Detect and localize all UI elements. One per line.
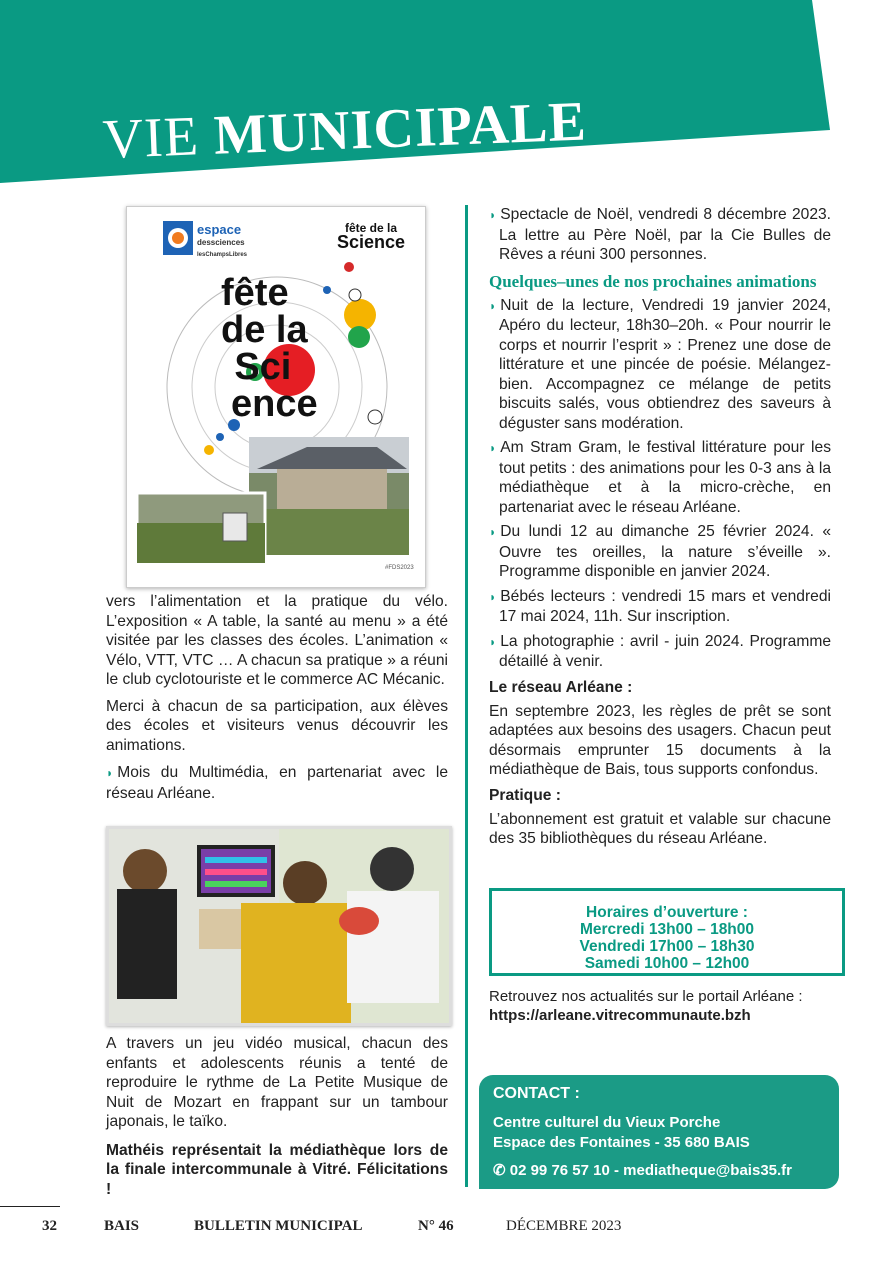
left-p5: Mathéis représentait la médiathèque lors de la finale intercommunale à Vitré. Félicitations ! (106, 1141, 448, 1198)
contact-title: CONTACT : (493, 1085, 580, 1102)
portal-text: Retrouvez nos actualités sur le portail Arléane : (489, 988, 803, 1005)
left-p3-text: Mois du Multimédia, en partenariat avec le réseau Arléane. (106, 764, 448, 802)
photo-artwork (109, 829, 449, 1023)
fete-de-la-science-poster (126, 206, 426, 588)
animation-item (489, 632, 831, 672)
animation-item-text: Am Stram Gram, le festival littérature pour les tout petits : des animations pour les 0-3 ans à la médiathèque et à la micro-crèche, en partenariat avec le réseau Arléane. (499, 439, 831, 516)
animation-item (489, 438, 831, 517)
animations-heading: Quelques–unes de nos prochaines animations (489, 271, 817, 291)
brand-sub: lesChampsLibres (197, 252, 248, 258)
pratique-heading: Pratique : (489, 786, 561, 804)
arrow-icon: ◗ (489, 298, 497, 313)
portal-link[interactable]: https://arleane.vitrecommunaute.bzh (489, 1007, 751, 1024)
contact-line1: Centre culturel du Vieux Porche (493, 1114, 721, 1131)
animation-item-text: La photographie : avril - juin 2024. Programme détaillé à venir. (499, 632, 831, 670)
contact-phone-email[interactable]: ✆ 02 99 76 57 10 - mediatheque@bais35.fr (493, 1162, 793, 1179)
column-divider (465, 205, 468, 1187)
headline-line1: fête (221, 272, 289, 314)
left-p4: A travers un jeu vidéo musical, chacun des enfants et adolescents réunis a tenté de reproduire le rythme de La Petite Musique de Nuit de Mozart en frappant sur un tambour japonais, le taïko. (106, 1035, 448, 1130)
poster-code: #FDS2023 (385, 565, 414, 571)
arrow-icon: ◗ (489, 634, 497, 649)
hours-friday: Vendredi 17h00 – 18h30 (579, 938, 755, 955)
left-column-bottom (106, 1034, 448, 1199)
animation-item-text: Du lundi 12 au dimanche 25 février 2024. « Ouvre tes oreilles, la nature s’éveille ». Programme disponible en janvier 2024. (499, 523, 831, 580)
footer-bulletin: BULLETIN MUNICIPAL (194, 1218, 363, 1234)
right-p1 (489, 205, 831, 265)
animation-item (489, 522, 831, 582)
page-footer (0, 1205, 892, 1245)
page-number: 32 (42, 1218, 57, 1234)
headline-line4: ence (231, 383, 318, 425)
logo-science: Science (337, 232, 406, 252)
footer-issue: N° 46 (418, 1218, 454, 1234)
brand-mid: dessciences (197, 238, 245, 247)
footer-date: DÉCEMBRE 2023 (506, 1218, 622, 1234)
animation-item (489, 296, 831, 434)
opening-hours-box (489, 888, 845, 976)
poster-brand (197, 223, 247, 262)
contact-box (479, 1075, 839, 1189)
reseau-heading: Le réseau Arléane : (489, 678, 633, 696)
kids-video-game-photo (106, 826, 452, 1026)
left-column-top (106, 592, 448, 803)
right-column (489, 205, 831, 849)
title-municipale: MUNICIPALE (212, 90, 588, 167)
hours-title: Horaires d’ouverture : (586, 904, 748, 921)
headline-dot: • (221, 346, 235, 388)
pratique-text: L’abonnement est gratuit et valable sur chacune des 35 bibliothèques du réseau Arléane. (489, 810, 831, 847)
right-p1-text: Spectacle de Noël, vendredi 8 décembre 2023. La lettre au Père Noël, par la Cie Bulles de Rêves a réuni 300 personnes. (499, 206, 831, 263)
brand-top: espace (197, 222, 242, 237)
left-p3 (106, 763, 448, 803)
left-p1: vers l’alimentation et la pratique du vélo. L’exposition « A table, la santé au menu » a été visitée par les classes des écoles. L’animation « Vélo, VTT, VTC … A chacun sa pratique » a réuni le club cyclotouriste et le commerce AC Mécanic. (106, 593, 448, 688)
logo-fete: fête de la (345, 221, 398, 235)
arrow-icon: ◗ (489, 525, 497, 539)
reseau-text: En septembre 2023, les règles de prêt se sont adaptées aux besoins des usagers. Chacun peut désormais emprunter 15 documents à la médiathèque de Bais, tous supports confondus. (489, 702, 831, 778)
title-vie: VIE (101, 104, 216, 172)
left-p2: Merci à chacun de sa participation, aux élèves des écoles et visiteurs venus découvrir les animations. (106, 697, 448, 754)
arrow-icon: ◗ (489, 208, 497, 222)
contact-address (493, 1113, 750, 1153)
fete-science-logo (337, 221, 406, 252)
portal-block (489, 987, 839, 1025)
hours-saturday: Samedi 10h00 – 12h00 (584, 955, 750, 972)
arrow-icon: ◗ (489, 589, 497, 604)
headline-line3: Sci (234, 346, 292, 388)
animation-item (489, 587, 831, 627)
hours-wednesday: Mercredi 13h00 – 18h00 (579, 921, 755, 938)
poster-headline (221, 272, 318, 425)
contact-line2: Espace des Fontaines - 35 680 BAIS (493, 1134, 750, 1151)
arrow-icon: ◗ (489, 441, 497, 455)
animation-item-text: Bébés lecteurs : vendredi 15 mars et vendredi 17 mai 2024, 11h. Sur inscription. (499, 587, 831, 625)
arrow-icon: ◗ (106, 766, 114, 780)
animation-item-text: Nuit de la lecture, Vendredi 19 janvier 2024, Apéro du lecteur, 18h30–20h. « Pour nourrir le corps et nourrir l’esprit » : Prenez une dose de littérature et une pincée de poésie. Mélangez-bien. Accompagnez ce mélange de petits biscuits salés, vous obtiendrez des saveurs à déguster sans modération. (499, 296, 831, 432)
headline-line2: de la (221, 309, 308, 351)
footer-town: BAIS (104, 1218, 140, 1234)
